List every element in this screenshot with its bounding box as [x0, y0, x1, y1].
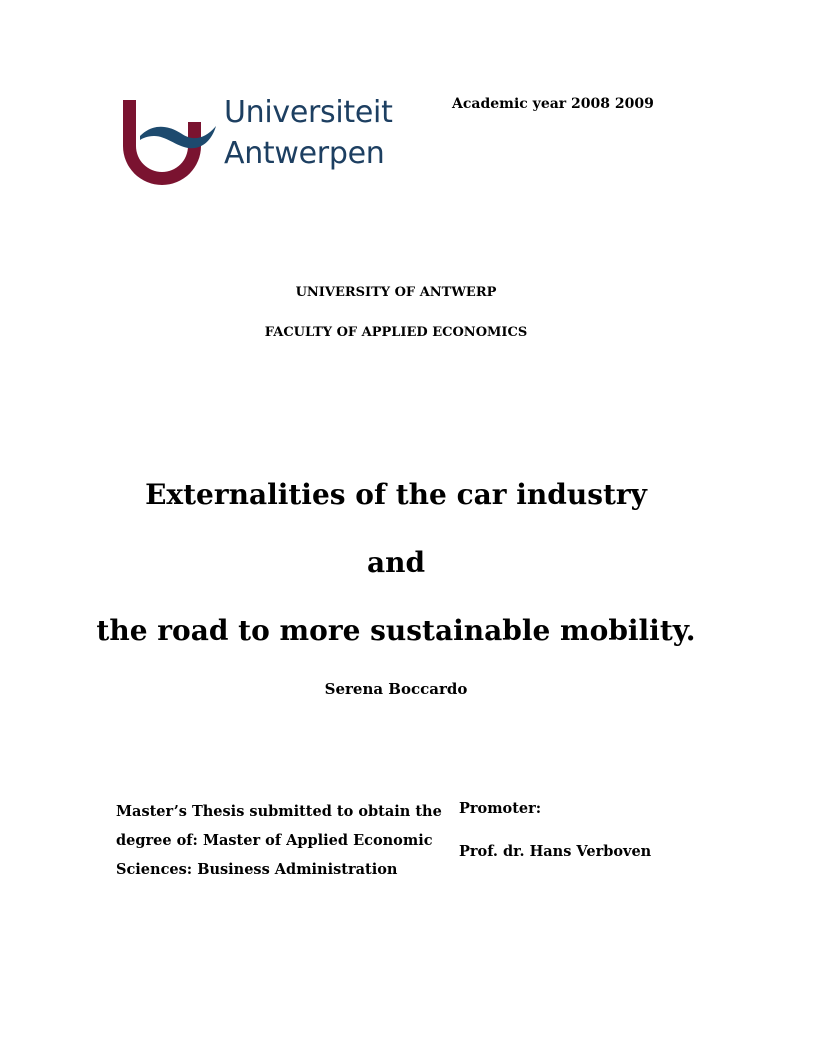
logo-text-line2: Antwerpen	[224, 136, 385, 171]
author-name: Serena Boccardo	[324, 680, 468, 698]
promoter-name: Prof. dr. Hans Verboven	[459, 843, 652, 860]
thesis-description-line: Sciences: Business Administration	[116, 861, 398, 878]
title-line-1: Externalities of the car industry	[145, 478, 647, 511]
thesis-description-line: Master’s Thesis submitted to obtain the	[116, 803, 442, 820]
promoter-label: Promoter:	[459, 800, 542, 817]
academic-year: Academic year 2008 2009	[452, 96, 654, 112]
university-name: UNIVERSITY OF ANTWERP	[295, 285, 497, 300]
logo-text-line1: Universiteit	[224, 95, 393, 130]
university-logo-mark-icon	[120, 96, 220, 186]
university-logo	[120, 96, 400, 186]
faculty-name: FACULTY OF APPLIED ECONOMICS	[264, 325, 528, 340]
thesis-description	[116, 797, 442, 884]
title-line-3: the road to more sustainable mobility.	[96, 614, 696, 647]
thesis-description-line: degree of: Master of Applied Economic	[116, 832, 433, 849]
title-line-2: and	[366, 546, 426, 579]
